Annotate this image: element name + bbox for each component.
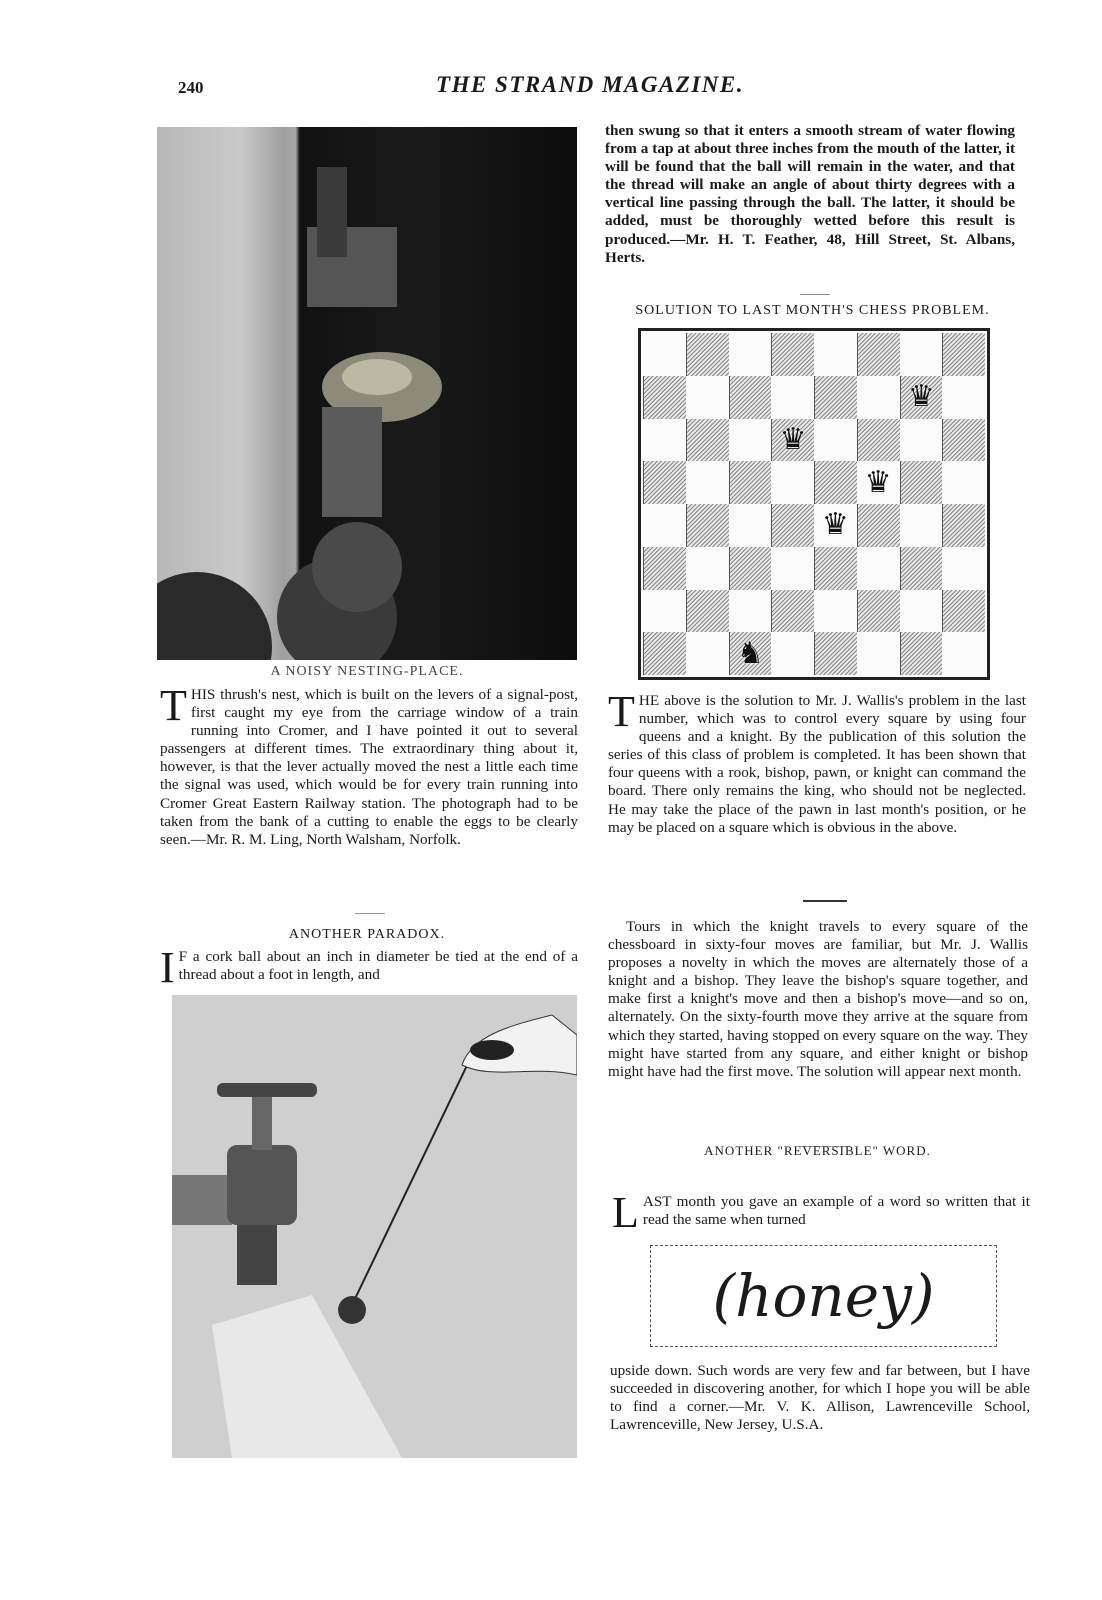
board-square — [814, 333, 857, 376]
board-square — [729, 504, 772, 547]
board-square — [729, 333, 772, 376]
board-square — [729, 419, 772, 462]
board-square — [643, 419, 686, 462]
board-square — [643, 333, 686, 376]
board-square — [771, 590, 814, 633]
drop-cap: T — [160, 681, 187, 730]
board-square — [643, 590, 686, 633]
board-square — [729, 547, 772, 590]
board-square — [900, 547, 943, 590]
knight-piece: ♞ — [736, 636, 764, 670]
board-square — [771, 376, 814, 419]
board-square — [857, 376, 900, 419]
board-square — [857, 590, 900, 633]
board-square — [686, 333, 729, 376]
board-square — [857, 547, 900, 590]
board-square — [814, 376, 857, 419]
tap-illustration — [172, 995, 577, 1458]
board-square — [771, 547, 814, 590]
board-square — [729, 376, 772, 419]
paradox-paragraph — [160, 943, 578, 992]
board-square — [900, 632, 943, 675]
board-square — [814, 590, 857, 633]
chess-text: HE above is the solution to Mr. J. Wallis's problem in the last number, which was to control every square by using four queens and a knight. By the publication of this solution the series of this class of problem is completed. It has been shown that four queens with a rook, bishop, pawn, or knight can command the board. There only remains the king, who should not be neglected. He may take the place of the pawn in last month's position, or he may be placed on a square which is obvious in the above. — [608, 692, 1026, 836]
photo-caption: A NOISY NESTING-PLACE. — [270, 664, 464, 679]
nest-text: HIS thrush's nest, which is built on the levers of a signal-post, first caught my eye from the carriage window of a train running into Cromer, and I have pointed it out to several passengers at different times. The extraordinary thing about it, however, is that the lever actually moved the nest a little each time the signal was used, which would be for every train running into Cromer Great Eastern Railway station. The photograph had to be taken from the bank of a cutting to enable the eggs to be clearly seen.—Mr. R. M. Ling, North Walsham, Norfolk. — [160, 686, 578, 848]
chess-paragraph — [608, 687, 1026, 837]
board-square — [814, 419, 857, 462]
board-square — [729, 461, 772, 504]
section-divider — [800, 294, 830, 295]
queen-piece: ♛ — [864, 465, 892, 499]
board-square — [771, 419, 814, 462]
board-square — [942, 504, 985, 547]
board-square — [643, 461, 686, 504]
reversible-continuation: upside down. Such words are very few and far between, but I have succeeded in discovering another, for which I hope you will be able to find a corner.—Mr. V. K. Allison, Lawrenceville School, Lawrenceville, New Jersey, U.S.A. — [610, 1362, 1030, 1434]
board-square — [900, 376, 943, 419]
board-square — [686, 461, 729, 504]
board-square — [771, 461, 814, 504]
board-square — [771, 632, 814, 675]
nest-photograph — [157, 127, 577, 660]
chessboard-grid — [643, 333, 985, 675]
chessboard — [638, 328, 990, 680]
chess-heading: SOLUTION TO LAST MONTH'S CHESS PROBLEM. — [635, 303, 990, 318]
board-square — [771, 333, 814, 376]
reversible-heading: ANOTHER "REVERSIBLE" WORD. — [704, 1143, 931, 1158]
magazine-title: THE STRAND MAGAZINE. — [436, 72, 744, 97]
board-square — [942, 376, 985, 419]
board-square — [900, 504, 943, 547]
drop-cap: T — [608, 687, 635, 736]
nest-paragraph — [160, 681, 578, 849]
board-square — [942, 461, 985, 504]
board-square — [857, 632, 900, 675]
board-square — [857, 504, 900, 547]
board-square — [729, 590, 772, 633]
page-number: 240 — [178, 78, 204, 97]
tours-paragraph: Tours in which the knight travels to every square of the chessboard in sixty-four moves are familiar, but Mr. J. Wallis proposes a novelty in which the moves are alternately those of a knight and a bishop. They leave the bishop's square together, and make first a knight's move and then a bishop's move—and so on, alternately. On the sixty-fourth move they arrive at the square from which they started, having stopped on every square on the way. They might have started from any square, and either knight or bishop might have had the first move. The solution will appear next month. — [608, 918, 1028, 1080]
board-square — [857, 419, 900, 462]
drop-cap: I — [160, 943, 175, 992]
board-square — [686, 419, 729, 462]
queen-piece: ♛ — [907, 380, 935, 414]
board-square — [643, 632, 686, 675]
board-square — [857, 461, 900, 504]
board-square — [942, 632, 985, 675]
board-square — [814, 632, 857, 675]
section-divider — [355, 913, 385, 914]
board-square — [900, 590, 943, 633]
board-square — [900, 419, 943, 462]
board-square — [643, 376, 686, 419]
drop-cap: L — [612, 1188, 639, 1237]
section-divider — [803, 900, 847, 902]
queen-piece: ♛ — [779, 422, 807, 456]
board-square — [686, 547, 729, 590]
board-square — [643, 504, 686, 547]
board-square — [686, 376, 729, 419]
board-square — [771, 504, 814, 547]
board-square — [942, 590, 985, 633]
board-square — [900, 333, 943, 376]
board-square — [942, 333, 985, 376]
handwritten-word: (honey) — [712, 1262, 935, 1330]
reversible-paragraph — [612, 1188, 1030, 1237]
handwritten-word-box — [650, 1245, 997, 1347]
board-square — [814, 461, 857, 504]
paradox-text: F a cork ball about an inch in diameter be tied at the end of a thread about a foot in length, and — [178, 948, 578, 984]
queen-piece: ♛ — [821, 508, 849, 542]
reversible-text: AST month you gave an example of a word so written that it read the same when turned — [642, 1193, 1030, 1229]
paradox-heading: ANOTHER PARADOX. — [288, 927, 446, 942]
paradox-continuation: then swung so that it enters a smooth stream of water flowing from a tap at about three inches from the mouth of the latter, it will be found that the ball will remain in the water, and that the thread will make an angle of about thirty degrees with a vertical line passing through the ball. The latter, it should be added, must be thoroughly wetted before this result is produced.—Mr. H. T. Feather, 48, Hill Street, St. Albans, Herts. — [605, 122, 1015, 266]
board-square — [729, 632, 772, 675]
board-square — [857, 333, 900, 376]
board-square — [814, 504, 857, 547]
board-square — [686, 504, 729, 547]
board-square — [942, 419, 985, 462]
board-square — [643, 547, 686, 590]
board-square — [814, 547, 857, 590]
board-square — [686, 632, 729, 675]
board-square — [686, 590, 729, 633]
board-square — [900, 461, 943, 504]
board-square — [942, 547, 985, 590]
